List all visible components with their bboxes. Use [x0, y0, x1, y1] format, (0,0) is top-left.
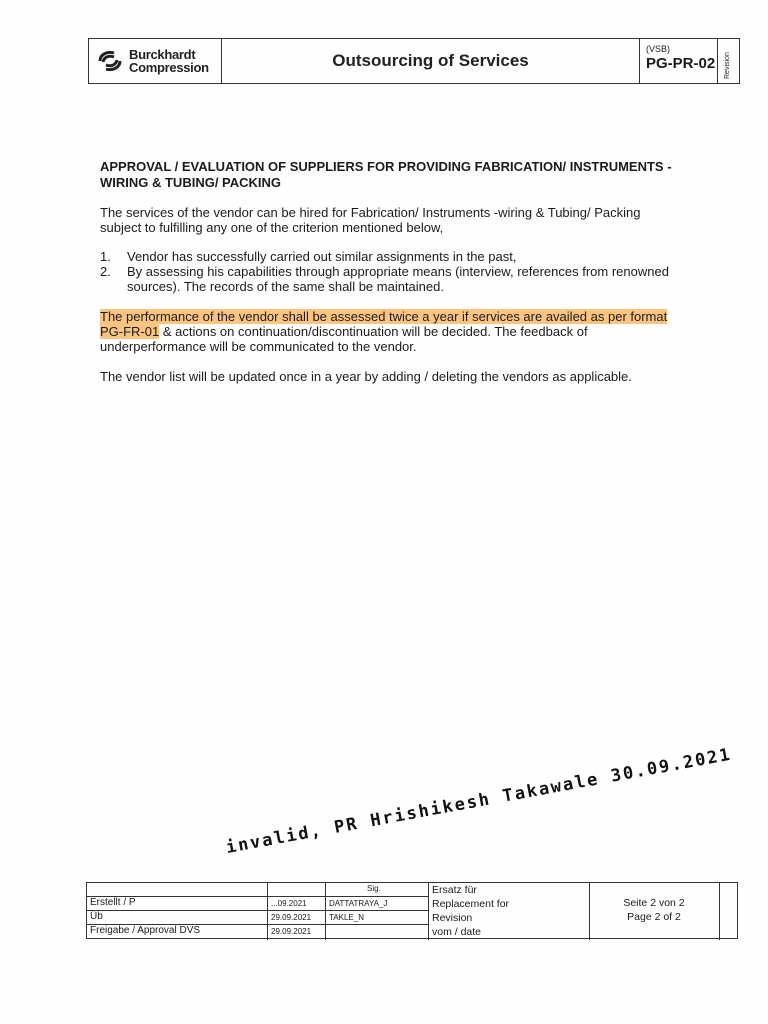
performance-line: [100, 309, 705, 324]
revision-cell: [718, 39, 739, 83]
list-number: 1.: [100, 249, 111, 264]
logo-line2: Compression: [129, 60, 209, 75]
performance-text: & actions on continuation/discontinuation will be decided. The feedback of: [159, 324, 588, 339]
performance-paragraph: [100, 309, 705, 354]
vsb-label: (VSB): [646, 44, 671, 54]
divider: [267, 883, 268, 940]
footer-approval-label: Freigabe / Approval DVS: [90, 925, 201, 936]
logo-cell: [89, 39, 222, 83]
footer-replacement-line: Revision: [432, 912, 473, 924]
invalid-stamp: invalid, PR Hrishikesh Takawale 30.09.2021: [224, 744, 734, 858]
logo-line1: Burckhardt: [129, 47, 196, 62]
page-number-en: Page 2 of 2: [627, 911, 681, 923]
footer-replacement-block: [432, 883, 509, 939]
list-text: [127, 264, 669, 294]
footer-replacement-line: vom / date: [432, 926, 482, 938]
footer-date: ...09.2021: [271, 899, 307, 908]
intro-line: subject to fulfilling any one of the criterion mentioned below,: [100, 220, 444, 235]
list-number: 2.: [100, 264, 111, 279]
list-text-line: By assessing his capabilities through appropriate means (interview, references from renowned: [127, 264, 669, 279]
page-number-block: [589, 896, 719, 924]
list-item: [100, 264, 705, 294]
footer-date: 29.09.2021: [271, 913, 312, 922]
vendor-list-paragraph: The vendor list will be updated once in a year by adding / deleting the vendors as applicable.: [100, 369, 632, 384]
revision-label: Revision: [724, 52, 731, 79]
footer-table: [86, 882, 738, 939]
footer-replacement-line: Ersatz für: [432, 884, 477, 896]
footer-sig-label: Sig.: [367, 884, 381, 893]
divider: [719, 883, 720, 940]
highlighted-text: The performance of the vendor shall be assessed twice a year if services are availed as per format: [100, 309, 668, 324]
document-header: [88, 38, 740, 84]
intro-paragraph: [100, 205, 705, 235]
page-number-de: Seite 2 von 2: [623, 897, 685, 909]
footer-signature: TAKLE_N: [329, 913, 364, 922]
list-text-line: sources). The records of the same shall be maintained.: [127, 279, 444, 294]
intro-line: The services of the vendor can be hired for Fabrication/ Instruments -wiring & Tubing/ Packing: [100, 205, 641, 220]
highlighted-text: PG-FR-01: [100, 324, 160, 339]
footer-replacement-line: Replacement for: [432, 898, 510, 910]
logo-text: [129, 48, 209, 74]
list-text: Vendor has successfully carried out similar assignments in the past,: [127, 249, 517, 264]
document-code: PG-PR-02: [646, 55, 716, 72]
footer-checked-label: Üb: [90, 911, 103, 922]
footer-created-label: Erstellt / P: [90, 897, 136, 908]
divider: [87, 910, 428, 911]
footer-date: 29.09.2021: [271, 927, 312, 936]
performance-line: underperformance will be communicated to the vendor.: [100, 339, 417, 354]
divider: [325, 883, 326, 940]
divider: [87, 896, 428, 897]
criteria-list: [100, 249, 705, 294]
section-heading: APPROVAL / EVALUATION OF SUPPLIERS FOR PROVIDING FABRICATION/ INSTRUMENTS - WIRING & TUBING/ PACKING: [100, 159, 672, 190]
document-title: Outsourcing of Services: [222, 39, 640, 83]
performance-line: [100, 324, 705, 339]
burckhardt-logo-icon: [97, 49, 123, 73]
document-code-cell: [640, 39, 718, 83]
footer-signature: DATTATRAYA_J: [329, 899, 388, 908]
divider: [428, 883, 429, 940]
list-item: [100, 249, 705, 264]
